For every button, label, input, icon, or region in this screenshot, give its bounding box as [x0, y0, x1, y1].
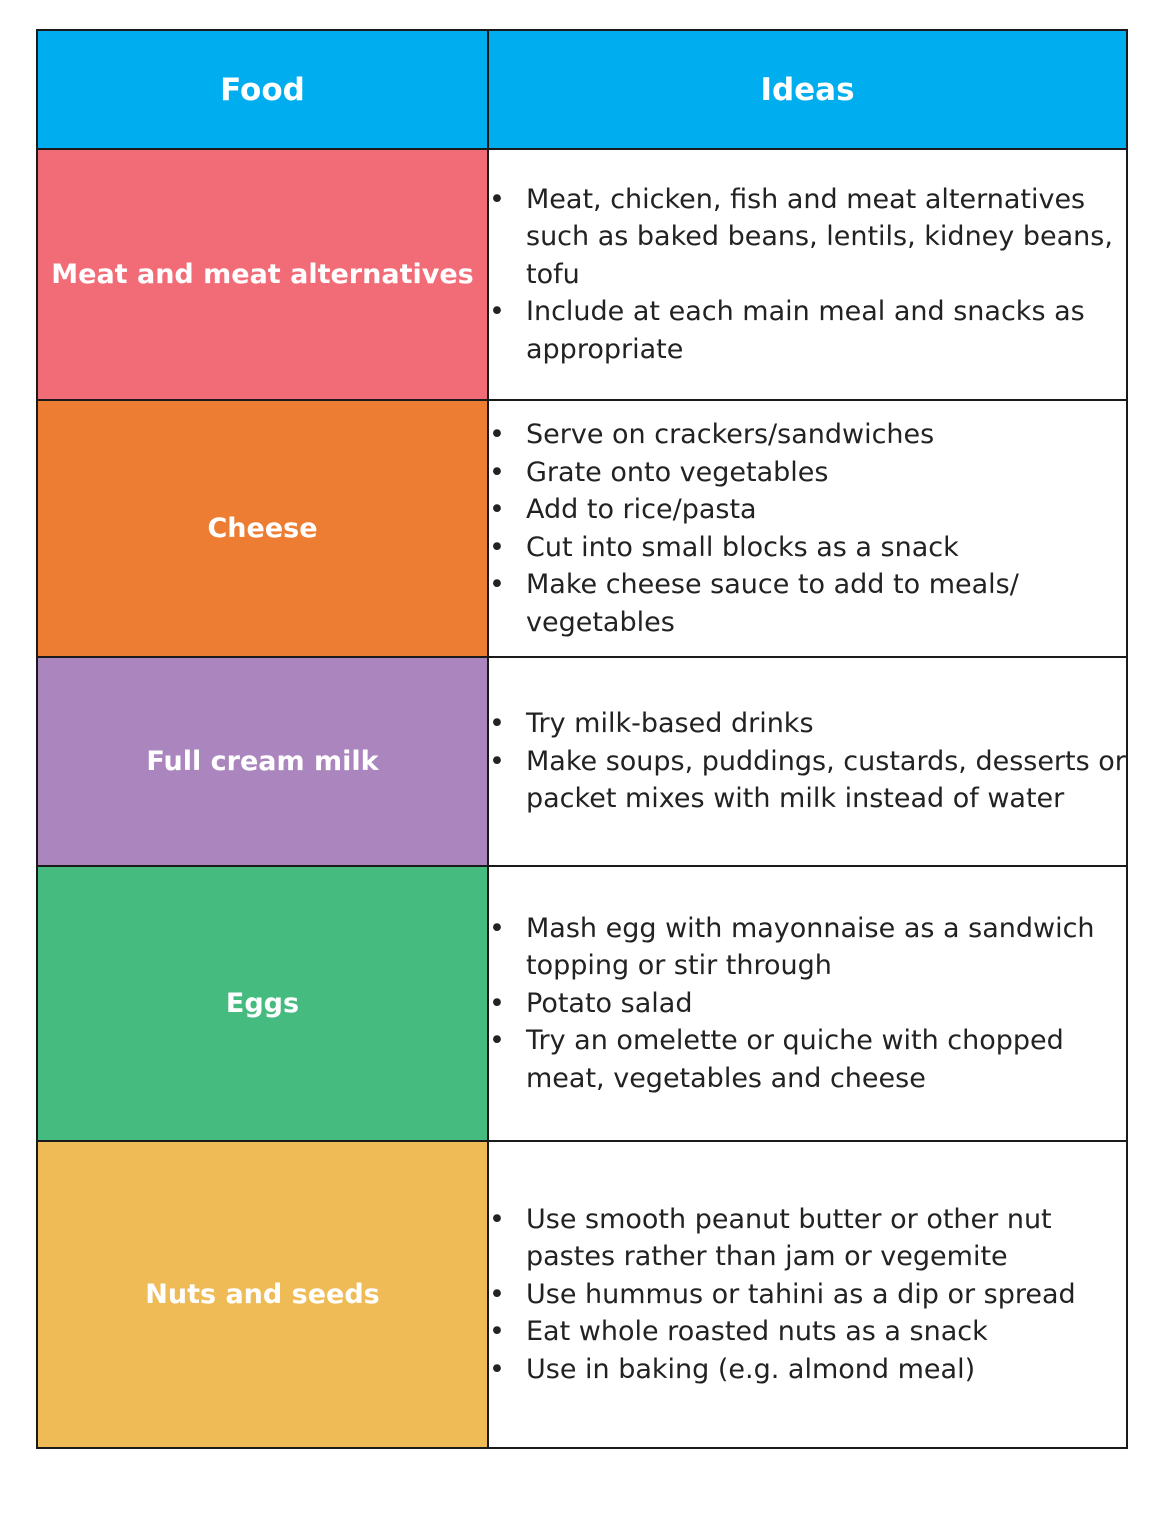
- list-item: [489, 181, 1126, 294]
- idea-text: Cut into small blocks as a snack: [526, 531, 959, 563]
- list-item: [489, 529, 1126, 567]
- ideas-list: [489, 181, 1126, 369]
- ideas-list: [489, 1201, 1126, 1389]
- idea-text: Include at each main meal and snacks as appropriate: [526, 296, 1085, 365]
- idea-text: Use hummus or tahini as a dip or spread: [526, 1278, 1076, 1310]
- idea-text: Eat whole roasted nuts as a snack: [526, 1316, 988, 1348]
- ideas-cell-milk: [488, 657, 1127, 866]
- bullet: •: [489, 419, 505, 450]
- food-ideas-table: [36, 29, 1128, 1449]
- bullet: •: [489, 745, 505, 777]
- ideas-list: [489, 705, 1126, 818]
- list-item: [489, 743, 1126, 818]
- food-cell-milk: Full cream milk: [37, 657, 488, 866]
- ideas-column-header: Ideas: [488, 30, 1127, 149]
- ideas-cell-eggs: [488, 866, 1127, 1141]
- list-item: [489, 985, 1126, 1023]
- food-cell-cheese: Cheese: [37, 400, 488, 657]
- food-cell-eggs: Eggs: [37, 866, 488, 1141]
- list-item: [489, 1351, 1126, 1389]
- bullet: •: [489, 1025, 505, 1057]
- ideas-cell-cheese: [488, 400, 1127, 657]
- idea-text: Potato salad: [526, 987, 693, 1019]
- bullet: •: [489, 531, 505, 563]
- bullet: •: [489, 296, 505, 328]
- list-item: [489, 1276, 1126, 1314]
- ideas-list: [489, 910, 1126, 1098]
- idea-text: Mash egg with mayonnaise as a sandwich topping or stir through: [526, 912, 1095, 982]
- table-row-nuts: [37, 1141, 1127, 1448]
- bullet: •: [489, 1203, 505, 1235]
- bullet: •: [489, 1353, 505, 1385]
- table-row-milk: [37, 657, 1127, 866]
- bullet: •: [489, 494, 505, 525]
- food-column-header: Food: [37, 30, 488, 149]
- food-cell-nuts: Nuts and seeds: [37, 1141, 488, 1448]
- idea-text: Add to rice/pasta: [526, 494, 757, 525]
- list-item: [489, 416, 1126, 454]
- bullet: •: [489, 1316, 505, 1348]
- list-item: [489, 910, 1126, 985]
- bullet: •: [489, 708, 505, 740]
- list-item: [489, 1313, 1126, 1351]
- idea-text: Try an omelette or quiche with chopped meat, vegetables and cheese: [526, 1025, 1064, 1094]
- food-cell-meat: Meat and meat alternatives: [37, 149, 488, 400]
- idea-text: Use in baking (e.g. almond meal): [526, 1353, 976, 1385]
- list-item: [489, 293, 1126, 368]
- table-row-meat: [37, 149, 1127, 400]
- idea-text: Serve on crackers/sandwiches: [526, 419, 935, 450]
- ideas-cell-nuts: [488, 1141, 1127, 1448]
- ideas-list: [489, 416, 1126, 641]
- idea-text: Meat, chicken, fish and meat alternatives such as baked beans, lentils, kidney beans, tofu: [526, 183, 1113, 290]
- header-row: [37, 30, 1127, 149]
- bullet: •: [489, 456, 505, 488]
- bullet: •: [489, 569, 505, 600]
- bullet: •: [489, 912, 505, 944]
- list-item: [489, 454, 1126, 492]
- bullet: •: [489, 1278, 505, 1310]
- idea-text: Use smooth peanut butter or other nut pastes rather than jam or vegemite: [526, 1203, 1052, 1273]
- bullet: •: [489, 183, 505, 215]
- idea-text: Grate onto vegetables: [526, 456, 829, 488]
- list-item: [489, 1201, 1126, 1276]
- idea-text: Make cheese sauce to add to meals/ vegetables: [526, 569, 1019, 638]
- table-row-eggs: [37, 866, 1127, 1141]
- idea-text: Try milk-based drinks: [526, 708, 814, 740]
- bullet: •: [489, 987, 505, 1019]
- list-item: [489, 491, 1126, 529]
- ideas-cell-meat: [488, 149, 1127, 400]
- list-item: [489, 1022, 1126, 1097]
- list-item: [489, 566, 1126, 641]
- table-row-cheese: [37, 400, 1127, 657]
- list-item: [489, 705, 1126, 743]
- idea-text: Make soups, puddings, custards, desserts or packet mixes with milk instead of water: [526, 745, 1126, 815]
